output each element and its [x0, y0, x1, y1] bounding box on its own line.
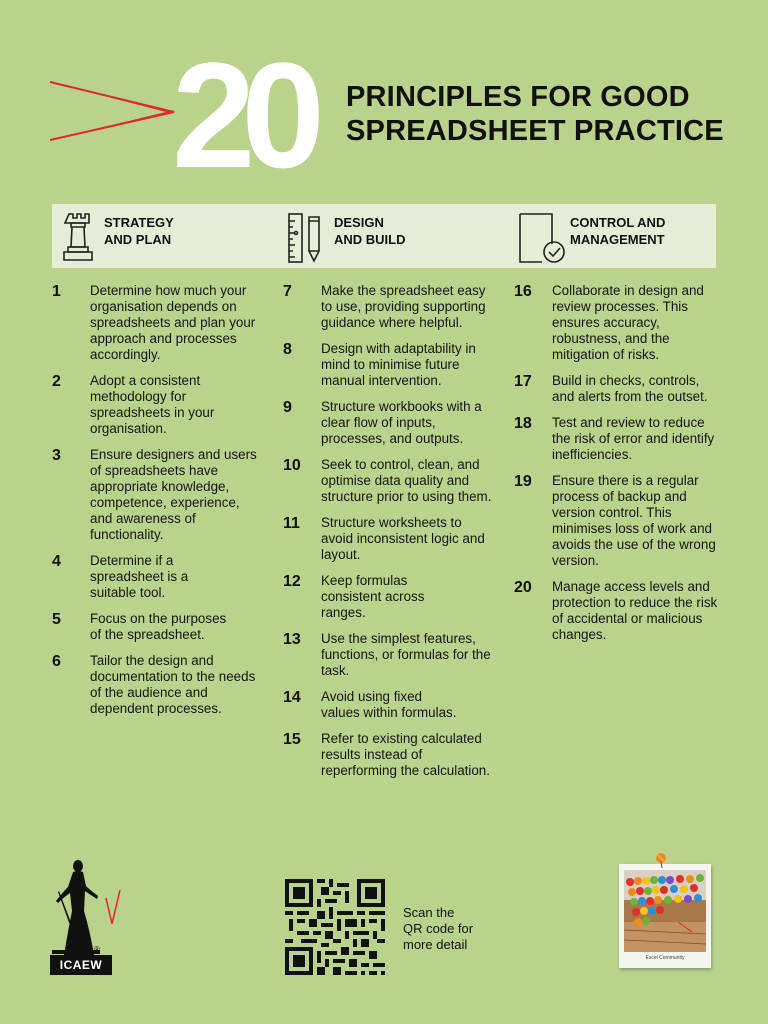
- principle-text: Ensure designers and users of spreadsheets have appropriate knowledge, competence, experience, and awareness of functionality.: [90, 447, 257, 542]
- principle-number: 14: [283, 689, 301, 706]
- principle-text: Keep formulas consistent across ranges.: [321, 573, 425, 620]
- principle-text: Design with adaptability in mind to minimise future manual intervention.: [321, 341, 476, 388]
- principle-item: [283, 399, 493, 447]
- principle-number: 17: [514, 373, 532, 390]
- principle-text: Collaborate in design and review processes. This ensures accuracy, robustness, and the mitigation of risks.: [552, 283, 704, 362]
- polaroid-caption: Excel Community: [645, 955, 685, 961]
- principle-text: Structure worksheets to avoid inconsistent logic and layout.: [321, 515, 485, 562]
- principle-item: [283, 573, 493, 621]
- principle-number: 20: [514, 579, 532, 596]
- principle-text: Ensure there is a regular process of backup and version control. This minimises loss of work and avoids the use of the wrong version.: [552, 473, 716, 568]
- principle-number: 11: [283, 515, 300, 532]
- column-strategy: [52, 283, 262, 727]
- principle-text: Build in checks, controls, and alerts from the outset.: [552, 373, 708, 404]
- principle-item: [514, 415, 724, 463]
- principle-item: [52, 283, 262, 363]
- red-chevron-icon: [50, 78, 180, 144]
- page-title: PRINCIPLES FOR GOOD SPREADSHEET PRACTICE: [346, 81, 724, 147]
- category-design-label: DESIGN AND BUILD: [334, 215, 406, 247]
- principle-item: [283, 689, 493, 721]
- document-check-icon: [517, 211, 567, 265]
- principle-item: [514, 579, 724, 643]
- principle-text: Refer to existing calculated results instead of reperforming the calculation.: [321, 731, 490, 778]
- column-control: [514, 283, 724, 653]
- principle-item: [283, 731, 493, 779]
- principle-text: Manage access levels and protection to reduce the risk of accidental or malicious changes.: [552, 579, 718, 642]
- principle-number: 16: [514, 283, 532, 300]
- principle-item: [52, 553, 262, 601]
- principle-number: 18: [514, 415, 532, 432]
- principle-text: Seek to control, clean, and optimise data quality and structure prior to using them.: [321, 457, 492, 504]
- principle-number: 15: [283, 731, 301, 748]
- principle-item: [52, 611, 262, 643]
- principle-text: Use the simplest features, functions, or formulas for the task.: [321, 631, 491, 678]
- principle-item: [283, 631, 493, 679]
- principle-text: Tailor the design and documentation to the needs of the audience and dependent processes.: [90, 653, 256, 716]
- principle-text: Determine if a spreadsheet is a suitable tool.: [90, 553, 189, 600]
- principle-number: 5: [52, 611, 61, 628]
- icaew-logo-text: ICAEW: [50, 955, 112, 975]
- principle-number: 1: [52, 283, 61, 300]
- principle-item: [283, 457, 493, 505]
- principle-item: [514, 283, 724, 363]
- principle-item: [52, 447, 262, 543]
- abacus-photo: [624, 870, 706, 952]
- principle-number: 4: [52, 553, 61, 570]
- principle-text: Focus on the purposes of the spreadsheet.: [90, 611, 227, 642]
- qr-code-icon[interactable]: [285, 879, 385, 975]
- category-control-label: CONTROL AND MANAGEMENT: [570, 215, 666, 247]
- principle-text: Adopt a consistent methodology for spreadsheets in your organisation.: [90, 373, 215, 436]
- principle-number: 2: [52, 373, 61, 390]
- ruler-pencil-icon: [286, 211, 326, 265]
- principle-item: [283, 341, 493, 389]
- principle-number: 3: [52, 447, 61, 464]
- principle-text: Test and review to reduce the risk of error and identify inefficiencies.: [552, 415, 715, 462]
- polaroid-photo: [619, 864, 711, 968]
- principle-item: [52, 373, 262, 437]
- pin-icon: [654, 852, 668, 868]
- principle-number: 10: [283, 457, 301, 474]
- principle-text: Determine how much your organisation depends on spreadsheets and plan your approach and processes accordingly.: [90, 283, 256, 362]
- svg-text:®: ®: [94, 945, 100, 954]
- principle-number: 6: [52, 653, 61, 670]
- big-number: 20: [172, 31, 311, 199]
- principle-number: 12: [283, 573, 301, 590]
- principle-number: 9: [283, 399, 292, 416]
- chess-rook-icon: [58, 210, 98, 264]
- category-strategy-label: STRATEGY AND PLAN: [104, 215, 174, 247]
- principle-text: Make the spreadsheet easy to use, providing supporting guidance where helpful.: [321, 283, 486, 330]
- principle-item: [283, 515, 493, 563]
- category-band: [52, 204, 716, 268]
- principle-item: [283, 283, 493, 331]
- principle-text: Structure workbooks with a clear flow of inputs, processes, and outputs.: [321, 399, 482, 446]
- principle-item: [514, 473, 724, 569]
- principle-number: 13: [283, 631, 301, 648]
- principle-text: Avoid using fixed values within formulas.: [321, 689, 457, 720]
- principle-item: [52, 653, 262, 717]
- principle-number: 7: [283, 283, 292, 300]
- column-design: [283, 283, 493, 789]
- principle-item: [514, 373, 724, 405]
- principle-number: 19: [514, 473, 532, 490]
- qr-caption: Scan the QR code for more detail: [403, 905, 474, 952]
- principle-number: 8: [283, 341, 292, 358]
